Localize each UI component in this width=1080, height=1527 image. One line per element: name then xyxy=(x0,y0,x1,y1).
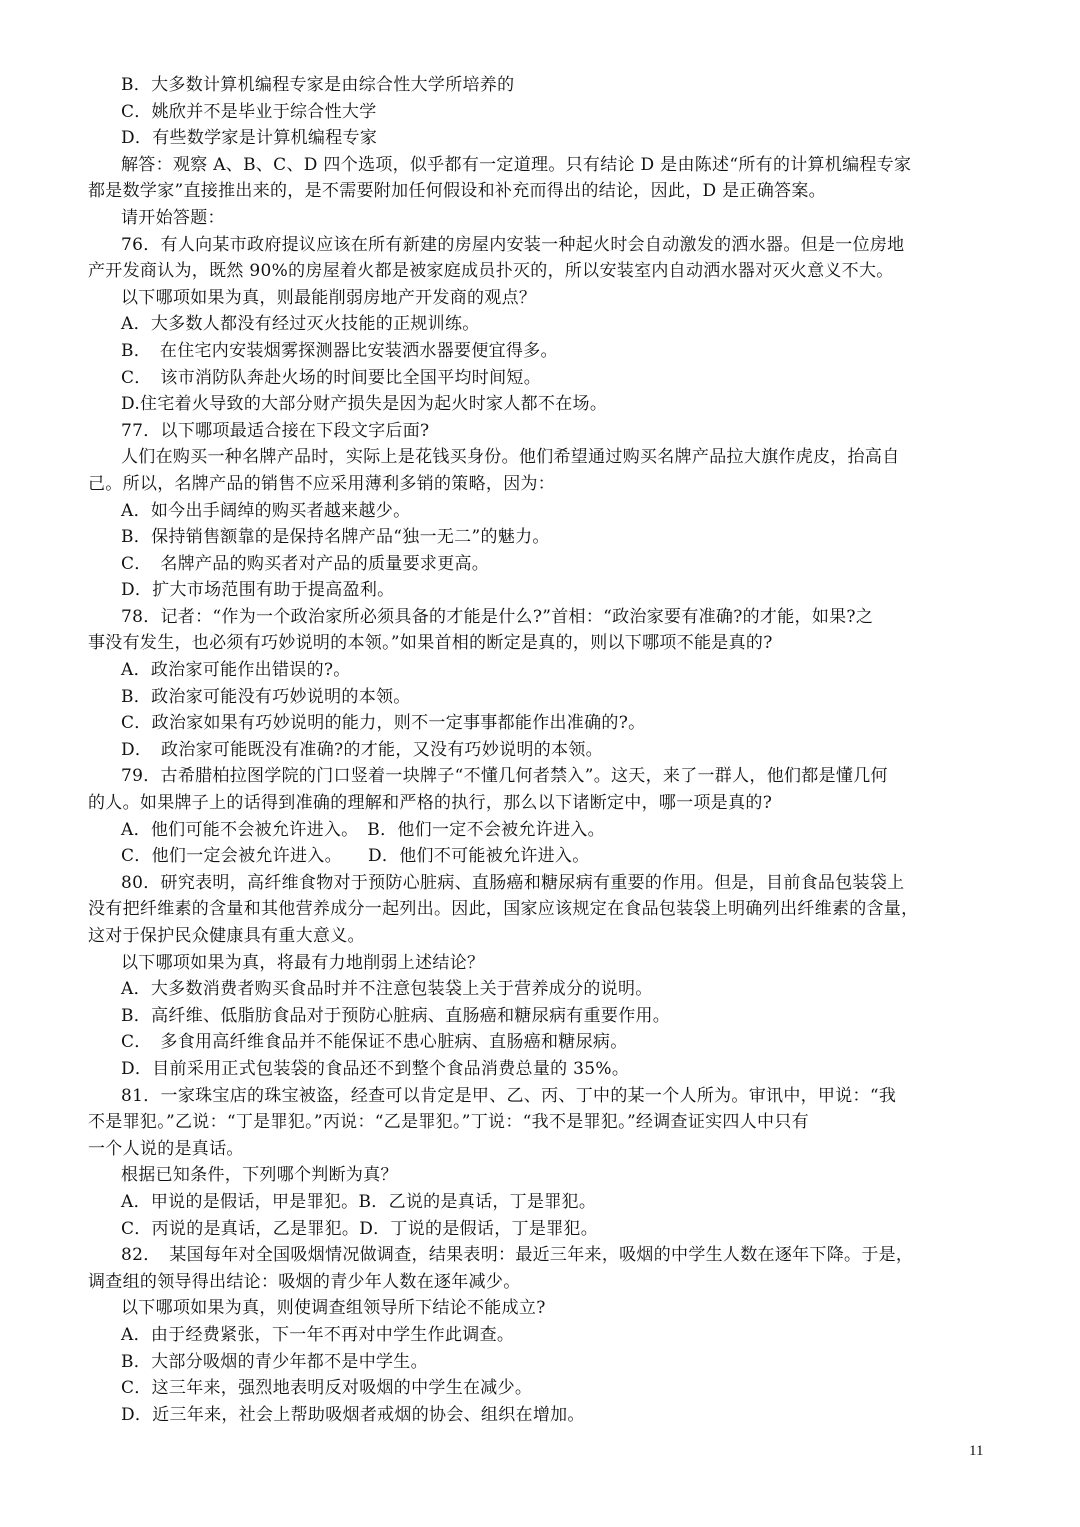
q77-option-b: B．保持销售额靠的是保持名牌产品“独一无二”的魅力。 xyxy=(121,527,550,548)
q78-option-a: A．政治家可能作出错误的?。 xyxy=(121,660,351,681)
q76-option-b: B． 在住宅内安装烟雾探测器比安装洒水器要便宜得多。 xyxy=(121,340,558,361)
question-77: 77．以下哪项最适合接在下段文字后面? xyxy=(121,420,430,441)
q82-option-a: A．由于经费紧张，下一年不再对中学生作此调查。 xyxy=(121,1324,515,1345)
q76-option-c: C． 该市消防队奔赴火场的时间要比全国平均时间短。 xyxy=(121,367,542,388)
q78-option-d: D． 政治家可能既没有准确?的才能，又没有巧妙说明的本领。 xyxy=(121,739,603,760)
question-78-cont: 事没有发生，也必须有巧妙说明的本领。”如果首相的断定是真的，则以下哪项不能是真的? xyxy=(88,633,773,654)
question-79-cont: 的人。如果牌子上的话得到准确的理解和严格的执行，那么以下诸断定中，哪一项是真的? xyxy=(88,793,773,814)
question-82-ask: 以下哪项如果为真，则使调查组领导所下结论不能成立? xyxy=(121,1298,546,1319)
answer-explanation: 解答：观察 A、B、C、D 四个选项，似乎都有一定道理。只有结论 D 是由陈述“所有的计算机编程专家 xyxy=(121,154,912,175)
question-78: 78．记者：“作为一个政治家所必须具备的才能是什么?”首相：“政治家要有准确?的才能，如果?之 xyxy=(121,606,874,627)
option-b: B．大多数计算机编程专家是由综合性大学所培养的 xyxy=(121,75,515,95)
q80-option-c: C． 多食用高纤维食品并不能保证不患心脏病、直肠癌和糖尿病。 xyxy=(121,1032,628,1053)
page-number: 11 xyxy=(969,1443,984,1459)
q77-option-d: D．扩大市场范围有助于提高盈利。 xyxy=(121,580,395,601)
page-body xyxy=(88,72,1008,1428)
question-76-ask: 以下哪项如果为真，则最能削弱房地产开发商的观点？ xyxy=(121,287,537,308)
question-77-passage: 人们在购买一种名牌产品时，实际上是花钱买身份。他们希望通过购买名牌产品拉大旗作虎皮，抬高自 xyxy=(121,447,900,468)
question-76: 76．有人向某市政府提议应该在所有新建的房屋内安装一种起火时会自动激发的洒水器。但是一位房地 xyxy=(121,234,905,255)
answer-explanation-cont: 都是数学家”直接推出来的，是不需要附加任何假设和补充而得出的结论，因此，D 是正确答案。 xyxy=(88,181,826,202)
question-82-cont: 调查组的领导得出结论：吸烟的青少年人数在逐年减少。 xyxy=(88,1271,521,1292)
q80-option-b: B．高纤维、低脂肪食品对于预防心脏病、直肠癌和糖尿病有重要作用。 xyxy=(121,1005,671,1026)
question-77-passage-cont: 己。所以，名牌产品的销售不应采用薄利多销的策略，因为： xyxy=(88,473,556,494)
q79-options-ab: A．他们可能不会被允许进入。 B．他们一定不会被允许进入。 xyxy=(121,819,605,840)
option-c: C．姚欣并不是毕业于综合性大学 xyxy=(121,101,377,122)
q80-option-a: A．大多数消费者购买食品时并不注意包装袋上关于营养成分的说明。 xyxy=(121,979,653,1000)
question-79: 79．古希腊柏拉图学院的门口竖着一块牌子“不懂几何者禁入”。这天，来了一群人，他们都是懂几何 xyxy=(121,766,888,787)
question-80-ask: 以下哪项如果为真，将最有力地削弱上述结论？ xyxy=(121,952,485,973)
q77-option-a: A．如今出手阔绰的购买者越来越少。 xyxy=(121,500,411,521)
question-81: 81．一家珠宝店的珠宝被盗，经查可以肯定是甲、乙、丙、丁中的某一个人所为。审讯中，甲说：“我 xyxy=(121,1085,897,1106)
q82-option-d: D．近三年来，社会上帮助吸烟者戒烟的协会、组织在增加。 xyxy=(121,1404,585,1425)
q78-option-b: B．政治家可能没有巧妙说明的本领。 xyxy=(121,686,411,707)
q79-options-cd: C．他们一定会被允许进入。 D．他们不可能被允许进入。 xyxy=(121,846,590,867)
question-80-cont-2: 这对于保护民众健康具有重大意义。 xyxy=(88,926,365,946)
q80-option-d: D．目前采用正式包装袋的食品还不到整个食品消费总量的 35%。 xyxy=(121,1058,630,1079)
question-82: 82． 某国每年对全国吸烟情况做调查，结果表明：最近三年来，吸烟的中学生人数在逐年下降。于是， xyxy=(121,1245,914,1266)
question-80-cont: 没有把纤维素的含量和其他营养成分一起列出。因此，国家应该规定在食品包装袋上明确列出纤维素的含量， xyxy=(88,899,919,920)
question-81-cont: 不是罪犯。”乙说：“丁是罪犯。”丙说：“乙是罪犯。”丁说：“我不是罪犯。”经调查证实四人中只有 xyxy=(88,1112,809,1133)
q82-option-b: B．大部分吸烟的青少年都不是中学生。 xyxy=(121,1351,428,1372)
question-80: 80．研究表明，高纤维食物对于预防心脏病、直肠癌和糖尿病有重要的作用。但是，目前食品包装袋上 xyxy=(121,872,905,893)
start-prompt: 请开始答题： xyxy=(121,207,225,228)
question-81-cont-2: 一个人说的是真话。 xyxy=(88,1138,244,1159)
q77-option-c: C． 名牌产品的购买者对产品的质量要求更高。 xyxy=(121,553,490,574)
option-d: D．有些数学家是计算机编程专家 xyxy=(121,128,378,149)
q78-option-c: C．政治家如果有巧妙说明的能力，则不一定事事都能作出准确的?。 xyxy=(121,713,646,734)
q76-option-a: A．大多数人都没有经过灭火技能的正规训练。 xyxy=(121,314,480,335)
question-76-cont: 产开发商认为，既然 90%的房屋着火都是被家庭成员扑灭的，所以安装室内自动洒水器对灭火意义不大。 xyxy=(88,261,894,282)
q82-option-c: C．这三年来，强烈地表明反对吸烟的中学生在减少。 xyxy=(121,1378,533,1399)
q81-options-cd: C．丙说的是真话，乙是罪犯。D．丁说的是假话，丁是罪犯。 xyxy=(121,1218,599,1239)
q76-option-d: D.住宅着火导致的大部分财产损失是因为起火时家人都不在场。 xyxy=(121,394,608,415)
question-81-ask: 根据已知条件，下列哪个判断为真？ xyxy=(121,1165,398,1186)
q81-options-ab: A．甲说的是假话，甲是罪犯。B．乙说的是真话，丁是罪犯。 xyxy=(121,1191,597,1212)
